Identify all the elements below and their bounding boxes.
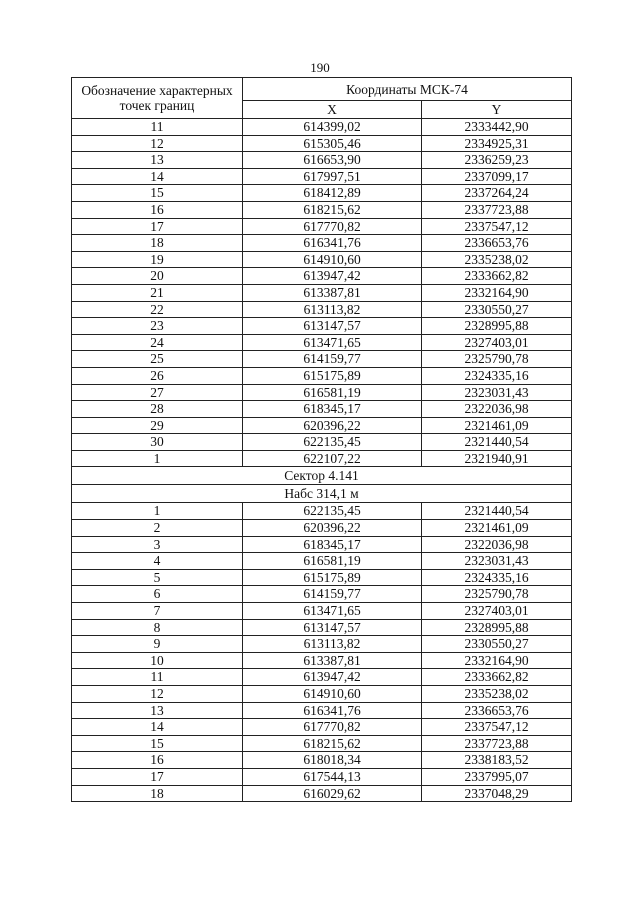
point-number: 4	[72, 553, 243, 570]
table-row	[72, 235, 572, 252]
table-row	[72, 301, 572, 318]
table-row	[72, 520, 572, 537]
point-number: 17	[72, 768, 243, 785]
point-number: 7	[72, 603, 243, 620]
table-row	[72, 251, 572, 268]
sector-title: Сектор 4.141	[72, 467, 572, 485]
coord-y: 2337547,12	[422, 218, 572, 235]
table-row	[72, 185, 572, 202]
coord-y: 2323031,43	[422, 384, 572, 401]
point-number: 15	[72, 185, 243, 202]
coord-y: 2322036,98	[422, 536, 572, 553]
point-number: 3	[72, 536, 243, 553]
coord-x: 617770,82	[243, 719, 422, 736]
point-number: 1	[72, 450, 243, 467]
coord-x: 613147,57	[243, 619, 422, 636]
point-number: 30	[72, 434, 243, 451]
point-number: 24	[72, 334, 243, 351]
table-row	[72, 636, 572, 653]
table-row	[72, 652, 572, 669]
coord-y: 2335238,02	[422, 686, 572, 703]
point-number: 11	[72, 119, 243, 136]
coord-y: 2328995,88	[422, 318, 572, 335]
header-x: X	[243, 101, 422, 119]
point-number: 12	[72, 686, 243, 703]
coord-x: 618345,17	[243, 401, 422, 418]
point-number: 14	[72, 168, 243, 185]
table-row	[72, 569, 572, 586]
table-row	[72, 318, 572, 335]
coord-y: 2324335,16	[422, 367, 572, 384]
table-row	[72, 384, 572, 401]
table-row	[72, 503, 572, 520]
table-row	[72, 434, 572, 451]
point-number: 9	[72, 636, 243, 653]
coord-x: 614910,60	[243, 251, 422, 268]
coord-x: 614159,77	[243, 586, 422, 603]
coord-x: 613947,42	[243, 669, 422, 686]
coord-x: 615175,89	[243, 569, 422, 586]
coord-y: 2323031,43	[422, 553, 572, 570]
point-number: 22	[72, 301, 243, 318]
coord-y: 2328995,88	[422, 619, 572, 636]
table-row	[72, 168, 572, 185]
point-number: 1	[72, 503, 243, 520]
table-row	[72, 752, 572, 769]
coord-x: 613113,82	[243, 636, 422, 653]
coord-y: 2333662,82	[422, 669, 572, 686]
coord-x: 613387,81	[243, 284, 422, 301]
coord-y: 2332164,90	[422, 284, 572, 301]
coord-x: 618215,62	[243, 735, 422, 752]
coord-x: 618215,62	[243, 201, 422, 218]
coord-x: 613947,42	[243, 268, 422, 285]
coord-y: 2337547,12	[422, 719, 572, 736]
table-row	[72, 785, 572, 802]
point-number: 16	[72, 752, 243, 769]
table-row	[72, 768, 572, 785]
table-row	[72, 268, 572, 285]
coord-y: 2337723,88	[422, 201, 572, 218]
table-row	[72, 586, 572, 603]
coord-y: 2333662,82	[422, 268, 572, 285]
coord-x: 620396,22	[243, 417, 422, 434]
table-body-part2	[72, 503, 572, 802]
coord-y: 2330550,27	[422, 636, 572, 653]
coord-x: 615305,46	[243, 135, 422, 152]
table-row	[72, 719, 572, 736]
coord-x: 617997,51	[243, 168, 422, 185]
coord-y: 2325790,78	[422, 351, 572, 368]
table-row	[72, 735, 572, 752]
point-number: 15	[72, 735, 243, 752]
point-number: 23	[72, 318, 243, 335]
point-number: 13	[72, 152, 243, 169]
point-number: 11	[72, 669, 243, 686]
coord-x: 613471,65	[243, 603, 422, 620]
coord-y: 2321440,54	[422, 503, 572, 520]
point-number: 18	[72, 235, 243, 252]
coord-x: 613147,57	[243, 318, 422, 335]
point-number: 5	[72, 569, 243, 586]
coord-y: 2336653,76	[422, 235, 572, 252]
table-row	[72, 135, 572, 152]
header-y: Y	[422, 101, 572, 119]
coord-x: 616341,76	[243, 235, 422, 252]
coord-y: 2321940,91	[422, 450, 572, 467]
table-row	[72, 686, 572, 703]
coord-y: 2327403,01	[422, 334, 572, 351]
coord-x: 616341,76	[243, 702, 422, 719]
coord-x: 618018,34	[243, 752, 422, 769]
sector-separator	[72, 467, 572, 503]
point-number: 8	[72, 619, 243, 636]
coord-x: 614399,02	[243, 119, 422, 136]
coord-y: 2324335,16	[422, 569, 572, 586]
coord-x: 622107,22	[243, 450, 422, 467]
sector-title-row	[72, 467, 572, 485]
table-body-part1	[72, 119, 572, 467]
coord-y: 2321461,09	[422, 417, 572, 434]
table-row	[72, 450, 572, 467]
point-number: 20	[72, 268, 243, 285]
table-row	[72, 284, 572, 301]
table-row	[72, 351, 572, 368]
coord-x: 616581,19	[243, 553, 422, 570]
point-number: 12	[72, 135, 243, 152]
coord-x: 613471,65	[243, 334, 422, 351]
point-number: 16	[72, 201, 243, 218]
point-number: 10	[72, 652, 243, 669]
coord-y: 2332164,90	[422, 652, 572, 669]
table-row	[72, 218, 572, 235]
table-row	[72, 401, 572, 418]
coord-x: 622135,45	[243, 503, 422, 520]
coord-y: 2321461,09	[422, 520, 572, 537]
table-row	[72, 669, 572, 686]
header-coordinates-group: Координаты МСК-74	[243, 78, 572, 101]
table-row	[72, 367, 572, 384]
table-row	[72, 553, 572, 570]
coord-y: 2338183,52	[422, 752, 572, 769]
point-number: 18	[72, 785, 243, 802]
point-number: 14	[72, 719, 243, 736]
coord-y: 2327403,01	[422, 603, 572, 620]
point-number: 2	[72, 520, 243, 537]
coord-x: 616653,90	[243, 152, 422, 169]
page-number: 190	[310, 60, 330, 75]
coord-x: 618345,17	[243, 536, 422, 553]
coord-x: 617544,13	[243, 768, 422, 785]
coord-x: 618412,89	[243, 185, 422, 202]
coord-y: 2334925,31	[422, 135, 572, 152]
coord-x: 616581,19	[243, 384, 422, 401]
coord-x: 615175,89	[243, 367, 422, 384]
coord-y: 2335238,02	[422, 251, 572, 268]
table-row	[72, 201, 572, 218]
coordinates-table	[71, 77, 572, 802]
coord-y: 2337048,29	[422, 785, 572, 802]
point-number: 27	[72, 384, 243, 401]
point-number: 13	[72, 702, 243, 719]
coord-x: 614159,77	[243, 351, 422, 368]
coord-y: 2322036,98	[422, 401, 572, 418]
point-number: 19	[72, 251, 243, 268]
coord-y: 2336653,76	[422, 702, 572, 719]
point-number: 29	[72, 417, 243, 434]
table-row	[72, 334, 572, 351]
coord-y: 2337723,88	[422, 735, 572, 752]
coord-x: 613387,81	[243, 652, 422, 669]
coord-y: 2337099,17	[422, 168, 572, 185]
table-row	[72, 536, 572, 553]
point-number: 6	[72, 586, 243, 603]
table-row	[72, 619, 572, 636]
point-number: 21	[72, 284, 243, 301]
coord-y: 2321440,54	[422, 434, 572, 451]
table-row	[72, 702, 572, 719]
coord-y: 2325790,78	[422, 586, 572, 603]
coord-y: 2336259,23	[422, 152, 572, 169]
point-number: 17	[72, 218, 243, 235]
coord-x: 620396,22	[243, 520, 422, 537]
coord-x: 616029,62	[243, 785, 422, 802]
coord-x: 617770,82	[243, 218, 422, 235]
sector-height-row	[72, 485, 572, 503]
table-row	[72, 119, 572, 136]
coord-x: 614910,60	[243, 686, 422, 703]
table-row	[72, 417, 572, 434]
table-row	[72, 603, 572, 620]
coord-y: 2337995,07	[422, 768, 572, 785]
sector-height: Набс 314,1 м	[72, 485, 572, 503]
coord-y: 2330550,27	[422, 301, 572, 318]
coord-y: 2337264,24	[422, 185, 572, 202]
table-row	[72, 152, 572, 169]
point-number: 25	[72, 351, 243, 368]
coord-y: 2333442,90	[422, 119, 572, 136]
point-number: 28	[72, 401, 243, 418]
coord-x: 622135,45	[243, 434, 422, 451]
header-point-label: Обозначение характерных точек границ	[72, 78, 243, 119]
coord-x: 613113,82	[243, 301, 422, 318]
point-number: 26	[72, 367, 243, 384]
